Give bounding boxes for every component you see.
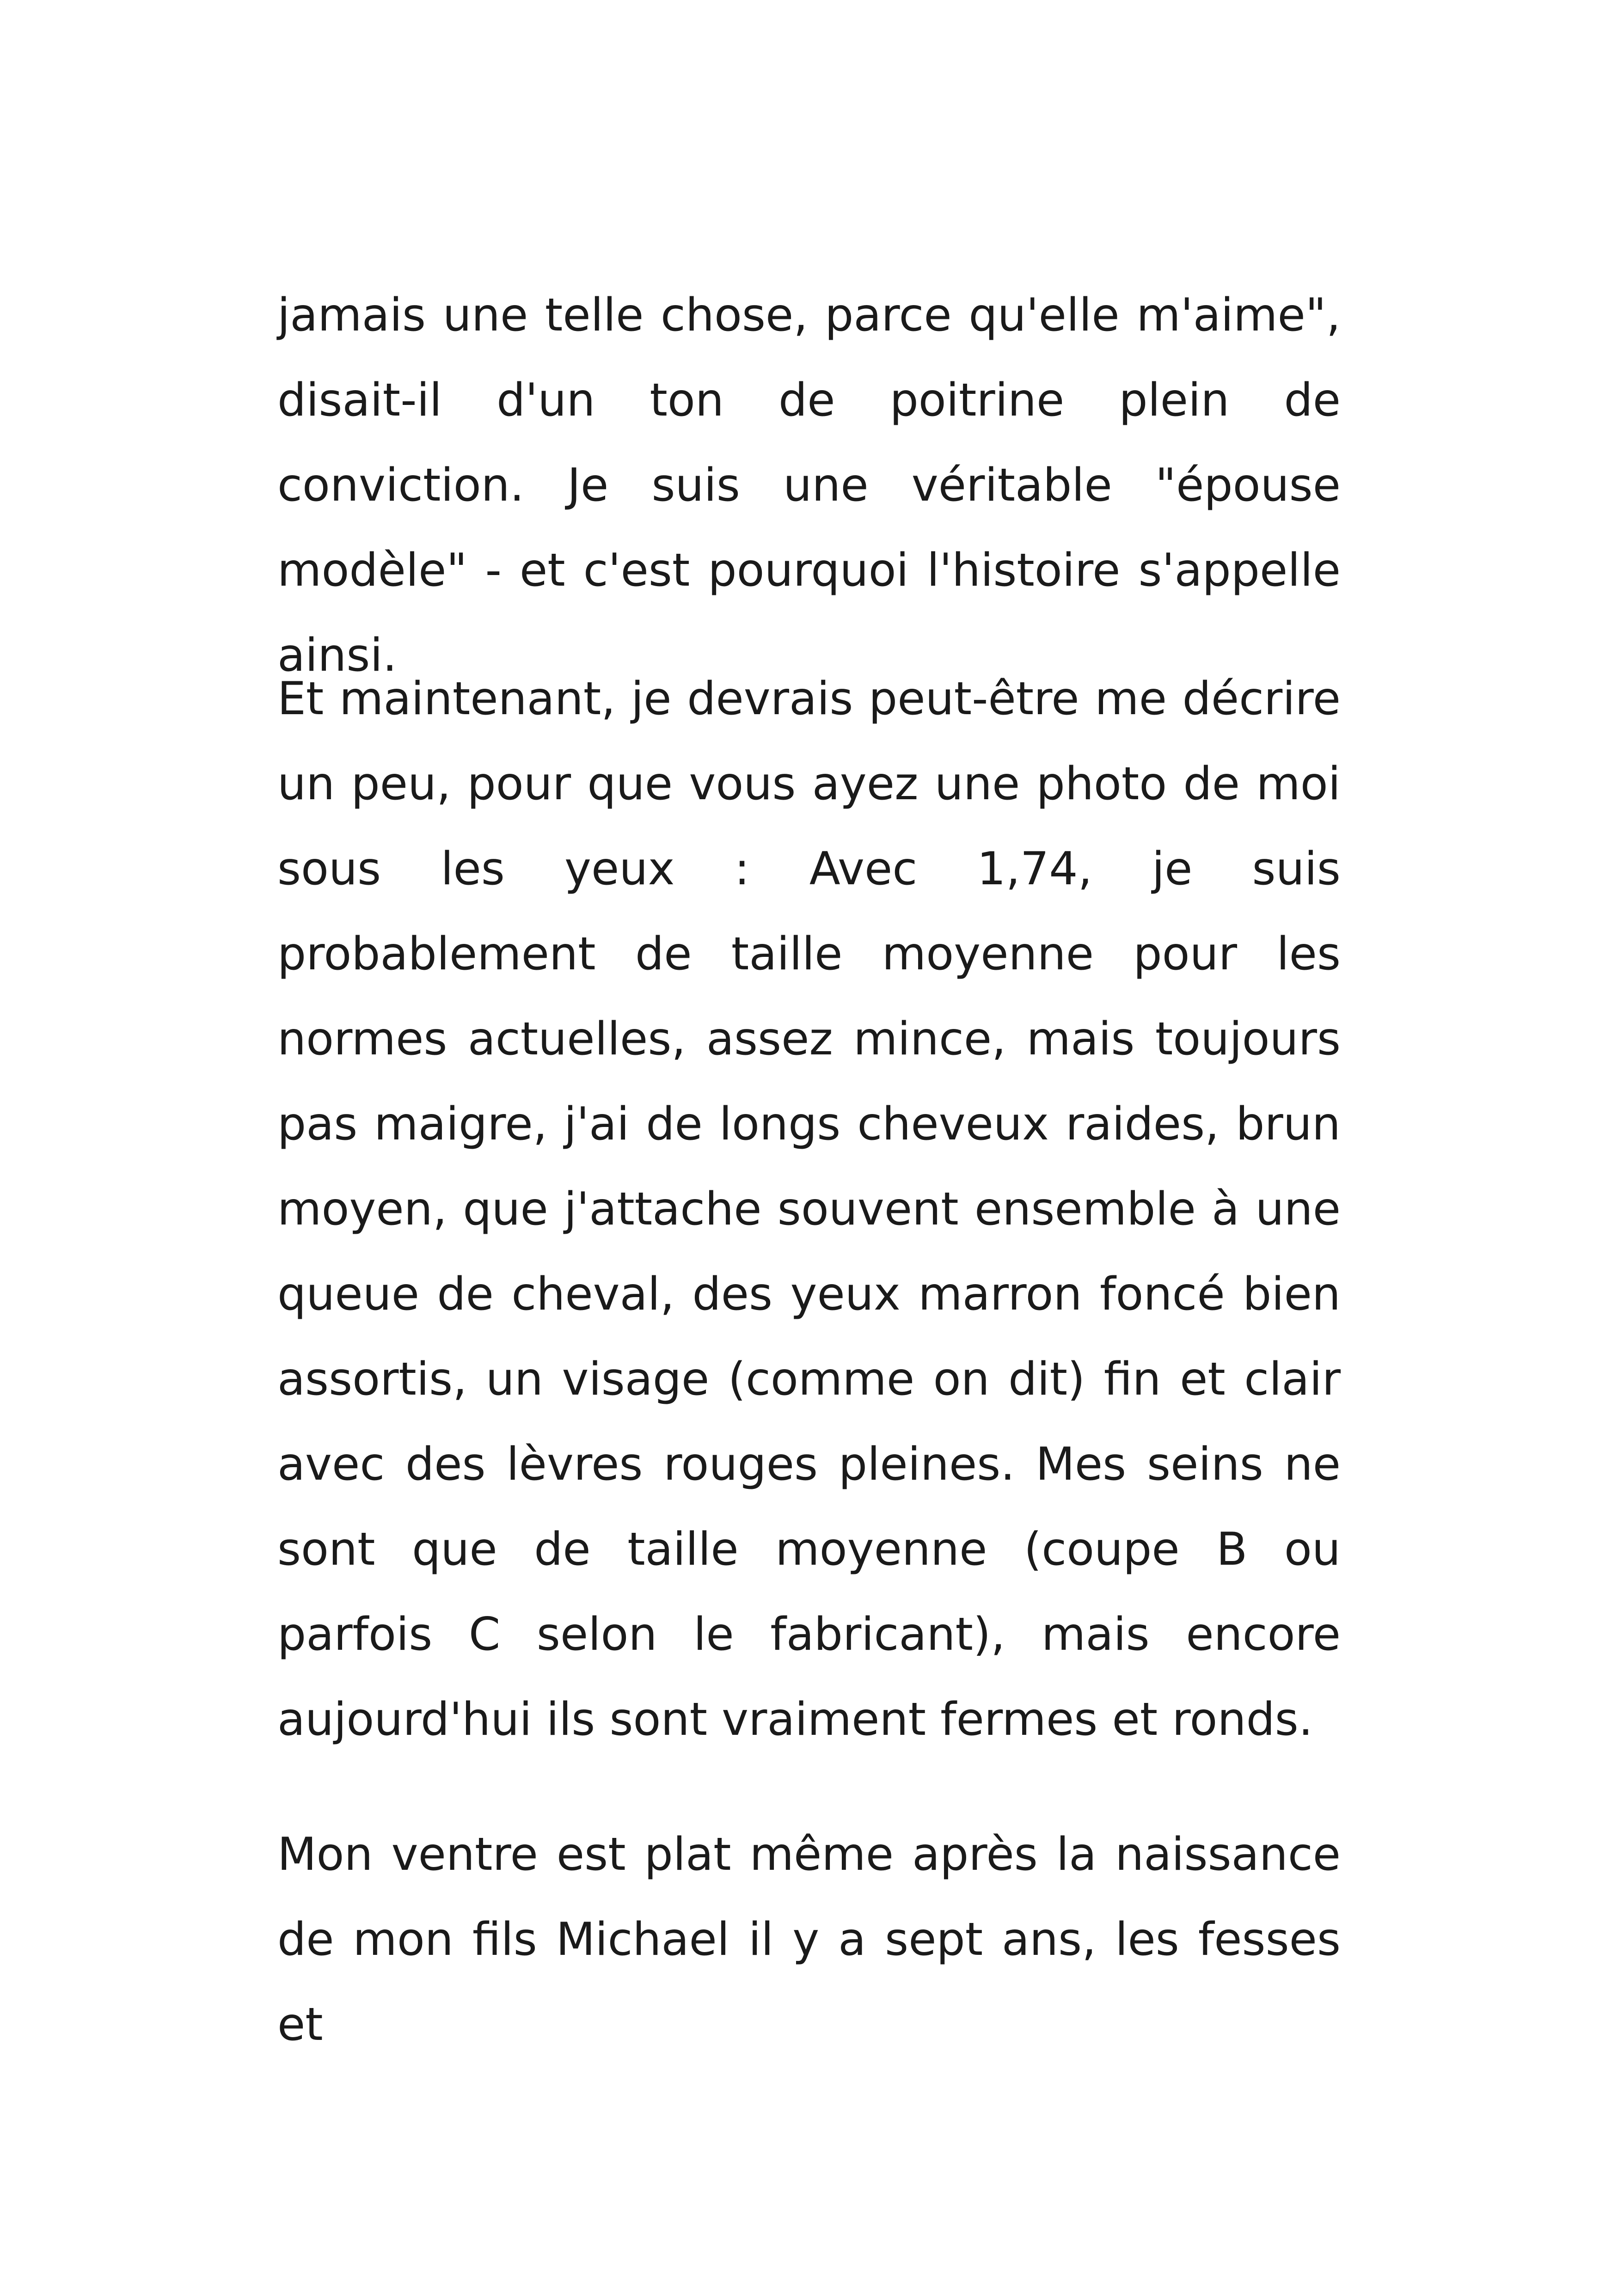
paragraph-1: jamais une telle chose, parce qu'elle m'aime", disait-il d'un ton de poitrine plein de conviction. Je suis une véritable "épouse modèle" - et c'est pourquoi l'histoire s'appelle ainsi. xyxy=(277,289,1341,682)
paragraph-3: Mon ventre est plat même après la naissance de mon fils Michael il y a sept ans, les fesses et xyxy=(277,1828,1341,2051)
paragraph-2: Et maintenant, je devrais peut-être me décrire un peu, pour que vous ayez une photo de moi sous les yeux : Avec 1,74, je suis probablement de taille moyenne pour les normes actuelles, assez mince, mais toujours pas maigre, j'ai de longs cheveux raides, brun moyen, que j'attache souvent ensemble à une queue de cheval, des yeux marron foncé bien assortis, un visage (comme on dit) fin et clair avec des lèvres rouges pleines. Mes seins ne sont que de taille moyenne (coupe B ou parfois C selon le fabricant), mais encore aujourd'hui ils sont vraiment fermes et ronds. xyxy=(277,673,1341,1746)
